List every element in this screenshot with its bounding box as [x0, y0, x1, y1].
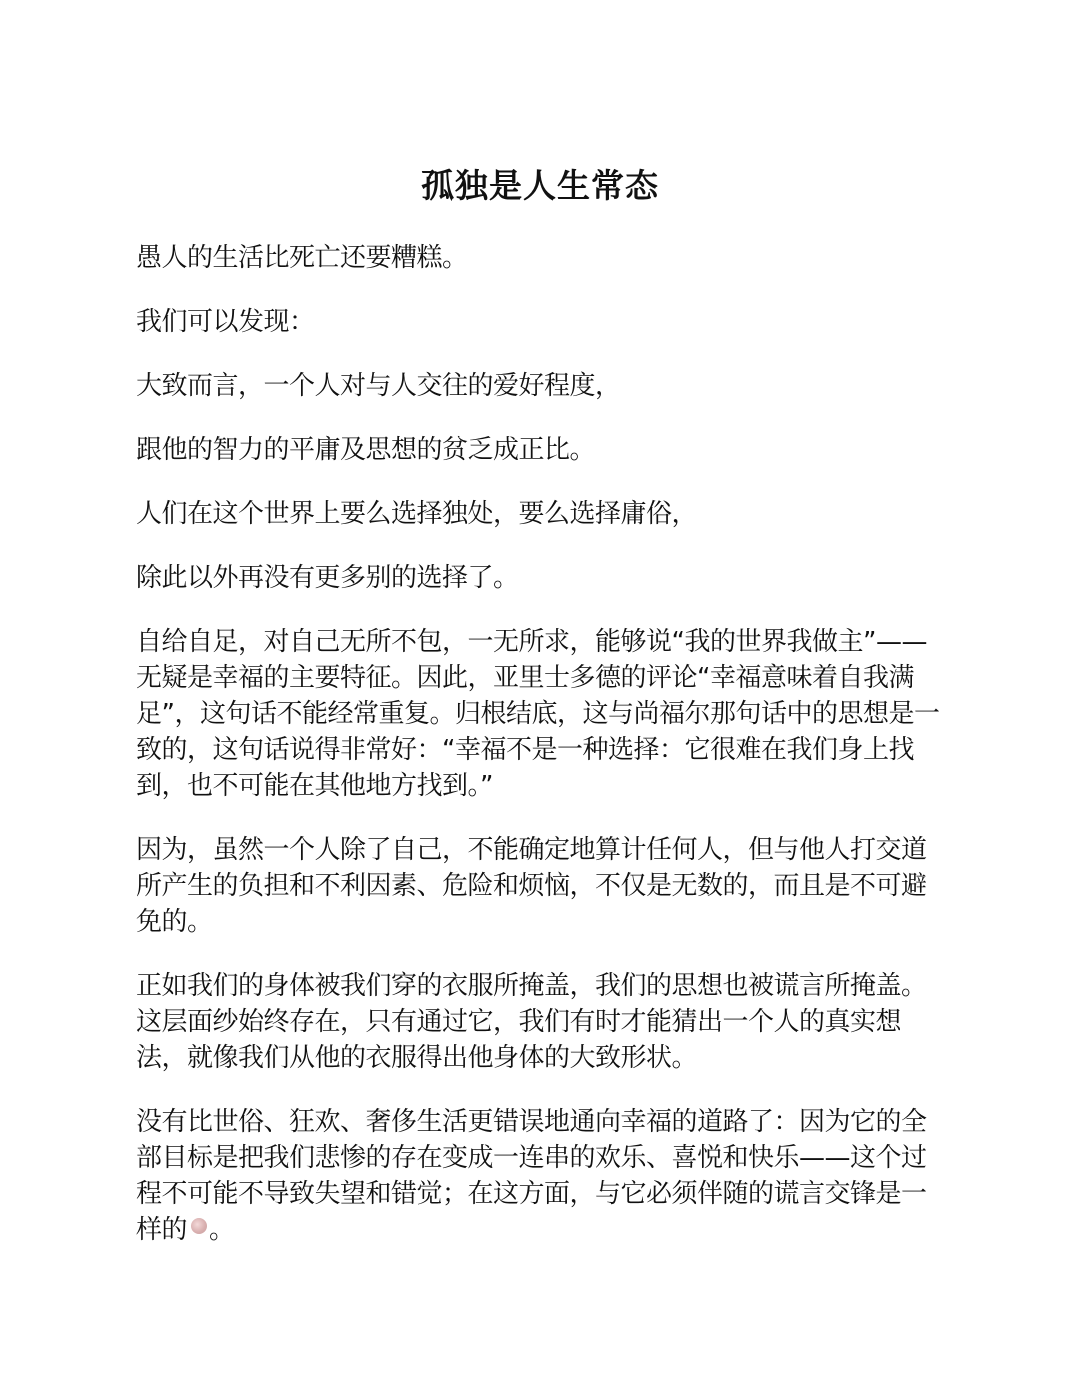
paragraph-last-punct: 。 — [209, 1215, 235, 1245]
article-title: 孤独是人生常态 — [421, 166, 659, 205]
paragraph: 我们可以发现： — [136, 307, 315, 337]
paragraph: 正如我们的身体被我们穿的衣服所掩盖，我们的思想也被谎言所掩盖。这层面纱始终存在，只有通过它，我们有时才能猜出一个人的真实想法，就像我们从他的衣服得出他身体的大致形状。 — [136, 971, 927, 1073]
paragraph-last — [136, 1104, 944, 1248]
paragraph: 愚人的生活比死亡还要糟糕。 — [136, 243, 468, 273]
paragraph-last-text: 没有比世俗、狂欢、奢侈生活更错误地通向幸福的道路了：因为它的全部目标是把我们悲惨的存在变成一连串的欢乐、喜悦和快乐——这个过程不可能不导致失望和错觉；在这方面，与它必须伴随的谎言交锋是一样的 — [136, 1107, 927, 1245]
paragraph: 因为，虽然一个人除了自己，不能确定地算计任何人，但与他人打交道所产生的负担和不利因素、危险和烦恼，不仅是无数的，而且是不可避免的。 — [136, 835, 927, 937]
article-body — [136, 240, 944, 1276]
paragraph: 跟他的智力的平庸及思想的贫乏成正比。 — [136, 435, 596, 465]
emoji-icon — [191, 1218, 207, 1234]
paragraph: 大致而言，一个人对与人交往的爱好程度， — [136, 371, 621, 401]
paragraph: 自给自足，对自己无所不包，一无所求，能够说“我的世界我做主”——无疑是幸福的主要特征。因此，亚里士多德的评论“幸福意味着自我满足”，这句话不能经常重复。归根结底，这与尚福尔那句话中的思想是一致的，这句话说得非常好：“幸福不是一种选择：它很难在我们身上找到，也不可能在其他地方找到。” — [136, 627, 940, 801]
paragraph: 人们在这个世界上要么选择独处，要么选择庸俗， — [136, 499, 698, 529]
paragraph: 除此以外再没有更多别的选择了。 — [136, 563, 519, 593]
